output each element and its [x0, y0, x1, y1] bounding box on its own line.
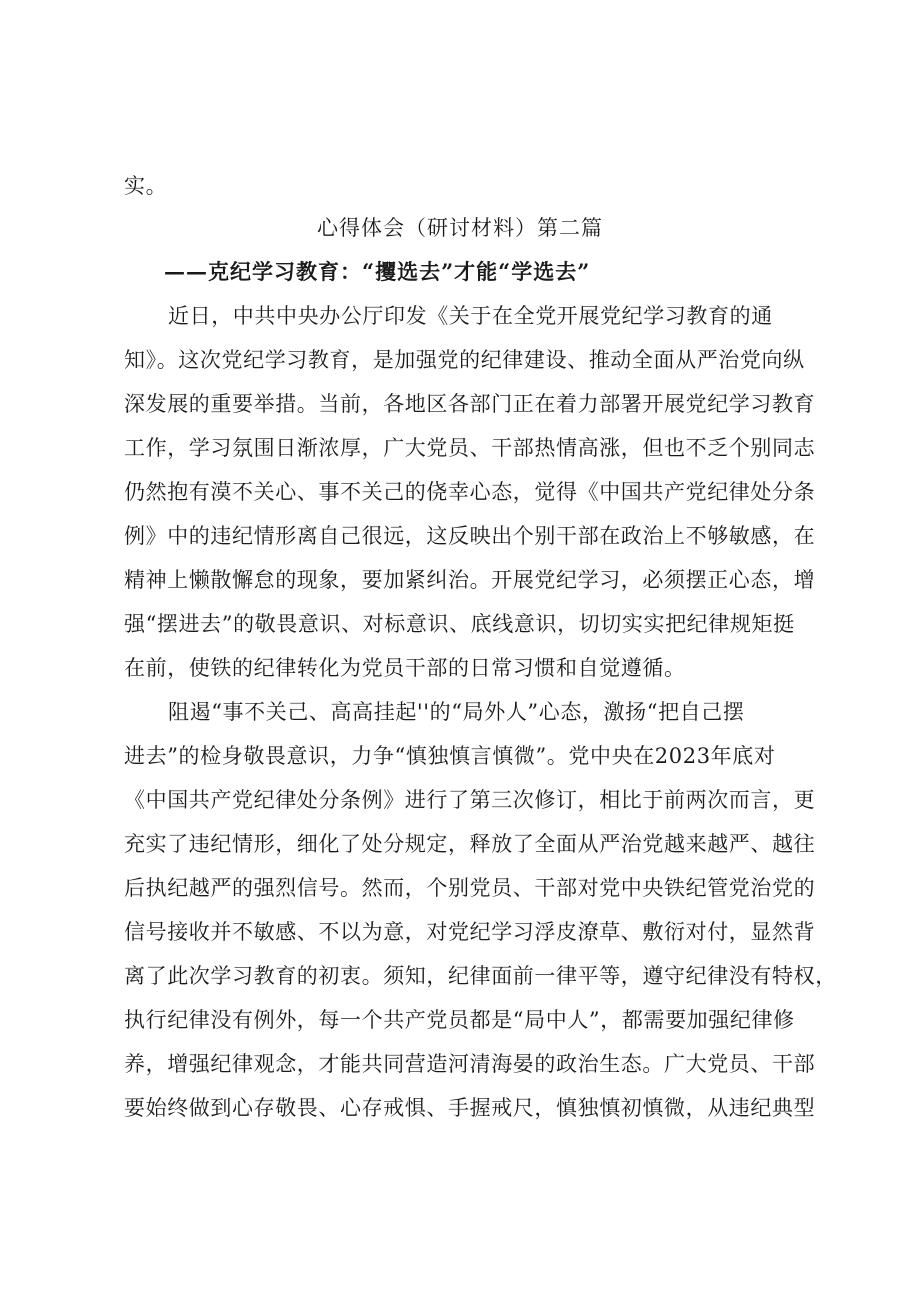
paragraph-line: 精神上懒散懈怠的现象，要加紧纠治。开展党纪学习，必须摆正心态，增 — [124, 568, 816, 592]
paragraph-line: 深发展的重要举措。当前，各地区各部门正在着力部署开展党纪学习教育 — [124, 392, 816, 416]
paragraph-line: 近日，中共中央办公厅印发《关于在全党开展党纪学习教育的通 — [168, 304, 773, 328]
paragraph-line: 后执纪越严的强烈信号。然而，个别党员、干部对党中央铁纪管党治党的 — [124, 876, 816, 900]
carryover-text: 实。 — [124, 174, 168, 198]
paragraph-line: 进去”的检身敬畏意识，力争“慎独慎言慎微”。党中央在2023年底对 — [124, 744, 776, 768]
paragraph-line: 阻遏“事不关己、高高挂起''的“局外人”心态，激扬“把自己摆 — [168, 700, 745, 724]
paragraph-line: 强“摆进去”的敬畏意识、对标意识、底线意识，切切实实把纪律规矩挺 — [124, 612, 795, 636]
paragraph-line: 养，增强纪律观念，才能共同营造河清海晏的政治生态。广大党员、干部 — [124, 1052, 816, 1076]
paragraph-line: 仍然抱有漠不关心、事不关己的侥幸心态，觉得《中国共产党纪律处分条 — [124, 480, 816, 504]
paragraph-line: 工作，学习氛围日渐浓厚，广大党员、干部热情高涨，但也不乏个别同志 — [124, 436, 816, 460]
paragraph-line: 例》中的违纪情形离自己很远，这反映出个别干部在政治上不够敏感，在 — [124, 524, 816, 548]
paragraph-line: 《中国共产党纪律处分条例》进行了第三次修订，相比于前两次而言，更 — [124, 788, 816, 812]
paragraph-line: 执行纪律没有例外，每一个共产党员都是“局中人”，都需要加强纪律修 — [124, 1008, 795, 1032]
document-title: 心得体会（研讨材料）第二篇 — [317, 216, 603, 240]
document-subtitle: ——克纪学习教育：“攫选去”才能“学选去” — [164, 259, 591, 284]
paragraph-line: 知》。这次党纪学习教育，是加强党的纪律建设、推动全面从严治党向纵 — [124, 348, 805, 372]
paragraph-line: 离了此次学习教育的初衷。须知，纪律面前一律平等，遵守纪律没有特权， — [124, 964, 837, 988]
paragraph-line: 充实了违纪情形，细化了处分规定，释放了全面从严治党越来越严、越往 — [124, 832, 816, 856]
paragraph-line: 在前，使铁的纪律转化为党员干部的日常习惯和自觉遵循。 — [124, 656, 686, 680]
paragraph-line: 信号接收并不敏感、不以为意，对党纪学习浮皮潦草、敷衍对付，显然背 — [124, 920, 816, 944]
paragraph-line: 要始终做到心存敬畏、心存戒惧、手握戒尺，慎独慎初慎微，从违纪典型 — [124, 1096, 816, 1120]
